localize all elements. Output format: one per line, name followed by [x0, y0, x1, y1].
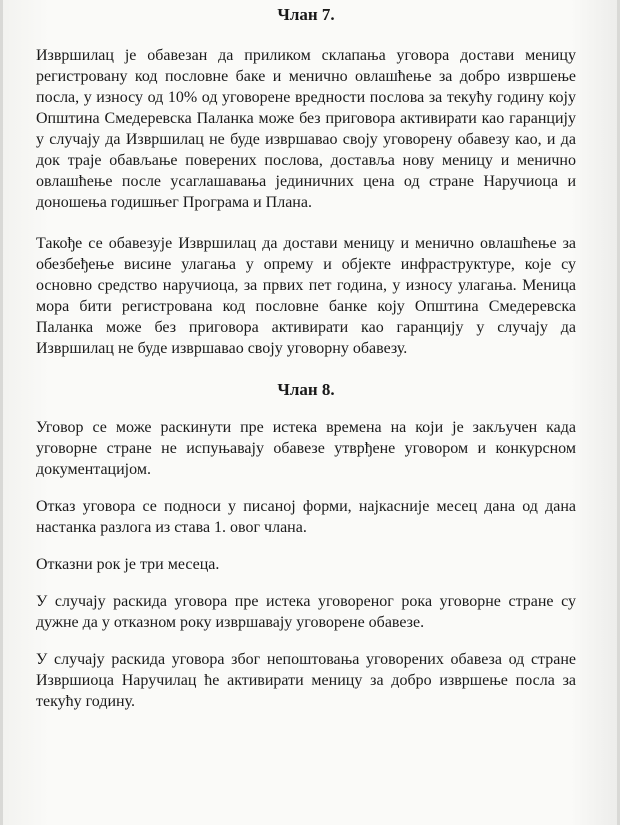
page-scan-edge-left	[0, 0, 3, 825]
article-8-paragraph-1: Уговор се може раскинути пре истека времена на који је закључен када уговорне стране не испуњавају обавезе утврђене уговором и конкурсном документацијом.	[36, 419, 576, 478]
article-8-paragraph-2: Отказ уговора се подноси у писаној форми, најкасније месец дана од дана настанка разлога из става 1. овог члана.	[36, 498, 576, 536]
article-7-paragraph-1: Извршилац је обавезан да приликом склапања уговора достави меницу регистровану код пословне баке и менично овлашћење за добро извршење посла, у износу од 10% од уговорене вредности послова за текућу годину коју Општина Смедеревска Паланка може без приговора активирати као гаранцију у случају да Извршилац не буде извршавао своју уговорену обавезу као, и да док траје обављање поверених послова, доставља нову меницу и менично овлашћење после усаглашавања јединичних цена од стране Наручиоца и доношења годишњег Програма и Плана.	[36, 47, 576, 211]
article-8	[36, 379, 576, 712]
article-8-paragraph-5: У случају раскида уговора због непоштовања уговорених обавеза од стране Извршиоца Наручилац ће активирати меницу за добро извршење посла за текућу годину.	[36, 651, 576, 710]
article-8-paragraph-4: У случају раскида уговора пре истека уговореног рока уговорне стране су дужне да у отказном року извршавају уговорене обавезе.	[36, 593, 576, 631]
article-7-heading: Члан 7.	[277, 5, 335, 24]
article-7-paragraph-2: Такође се обавезује Извршилац да достави меницу и менично овлашћење за обезбеђење висине улагања у опрему и објекте инфраструктуре, које су основно средство наручиоца, за првих пет година, у износу улагања. Меница мора бити регистрована код пословне банке коју Општина Смедеревска Паланка може без приговора активирати као гаранцију у случају да Извршилац не буде извршавао своју уговорну обавезу.	[36, 235, 576, 357]
article-8-paragraph-3: Отказни рок је три месеца.	[36, 556, 220, 573]
article-8-heading: Члан 8.	[277, 380, 335, 399]
article-7	[36, 0, 576, 359]
